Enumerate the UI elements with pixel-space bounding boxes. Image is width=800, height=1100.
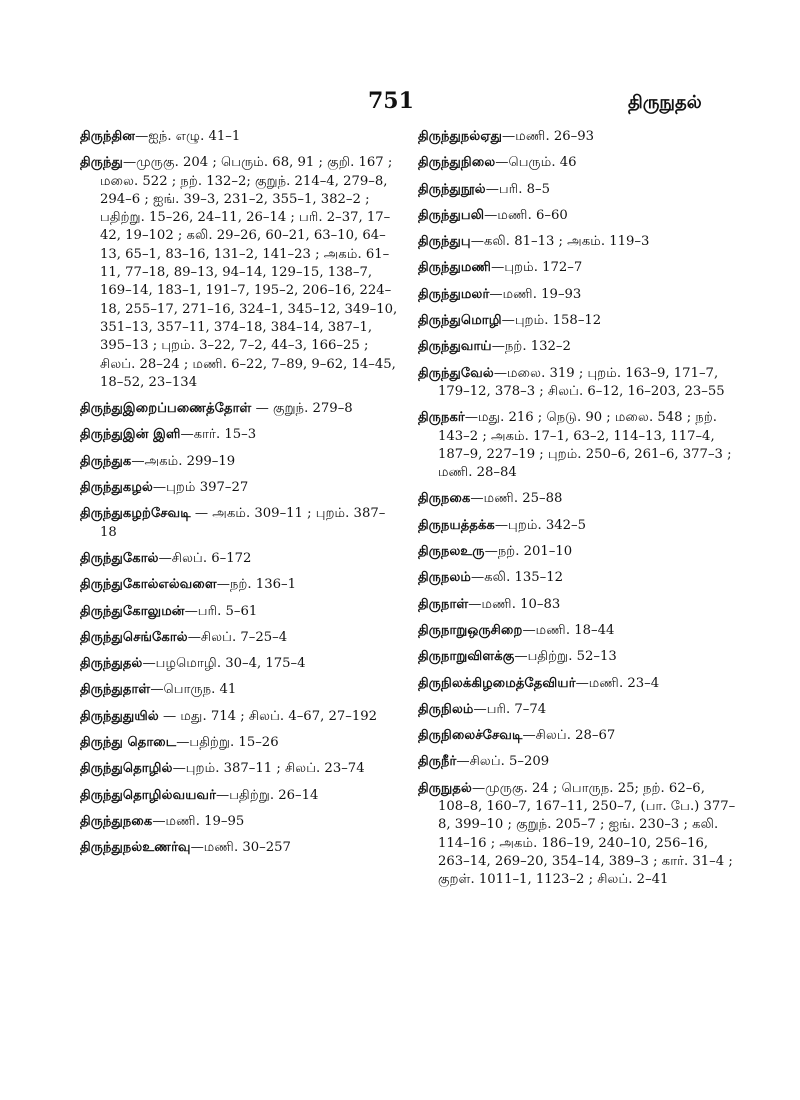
entry-headword: திருநிலைச்சேவடி: [418, 728, 523, 744]
entry-headword: திருநயத்தக்க: [418, 517, 495, 533]
entry-headword: திருந்துகோலுமன்: [80, 603, 185, 619]
entry-references: —புறம் 397–27: [152, 480, 249, 496]
index-entry: [80, 787, 398, 805]
entry-references: —பரி. 8–5: [485, 181, 550, 197]
index-entry: [418, 338, 736, 356]
entry-references: — அகம். 309–11 ; புறம். 387–18: [100, 506, 386, 540]
entry-headword: திருந்துவேல்: [418, 365, 494, 381]
entry-headword: திருநகை: [418, 491, 471, 507]
entry-references: —மது. 216 ; நெடு. 90 ; மலை. 548 ; நற். 143–2 ; அகம். 17–1, 63–2, 114–13, 117–4, 187–9, 227–19 ; புறம். 250–6, 261–6, 377–3 ; மணி. 28–84: [438, 410, 732, 481]
entry-headword: திருந்துதல்: [80, 656, 143, 672]
entry-references: — மது. 714 ; சிலப். 4–67, 27–192: [158, 708, 378, 724]
entry-references: —பெரும். 46: [495, 155, 577, 171]
entry-references: —மணி. 6–60: [484, 207, 568, 223]
entry-headword: திருந்துபு: [418, 234, 471, 250]
entry-headword: திருந்துமொழி: [418, 313, 502, 329]
index-entry: [80, 629, 398, 647]
index-entry: [418, 675, 736, 693]
entry-headword: திருந்துவாய்: [418, 339, 492, 355]
entry-references: —சிலப். 28–67: [522, 728, 616, 744]
index-entry: [418, 312, 736, 330]
entry-references: —மணி. 19–93: [489, 286, 582, 302]
index-entry: [418, 780, 736, 890]
entry-references: —பொருந. 41: [150, 682, 237, 698]
entry-references: —அகம். 299–19: [131, 453, 236, 469]
entry-headword: திருந்துதுயில்: [80, 708, 159, 724]
entry-references: —மணி. 26–93: [502, 129, 594, 144]
entry-headword: திருநாள்: [418, 596, 469, 612]
entry-headword: திருநிலக்கிழமைத்தேவியர்: [418, 675, 576, 691]
index-entry: [418, 596, 736, 614]
index-entry: [418, 181, 736, 199]
index-entry: [80, 681, 398, 699]
entry-references: —கார். 15–3: [180, 427, 257, 443]
entry-headword: திருந்துநூல்: [418, 181, 486, 197]
index-entry: [418, 727, 736, 745]
entry-references: —முருகு. 24 ; பொருந. 25; நற். 62–6, 108–8, 160–7, 167–11, 250–7, (பா. பே.) 377–8, 399–10 ; குறுந். 205–7 ; ஐங். 230–3 ; கலி. 114–16 ; அகம். 186–19, 240–10, 256–16, 263–14, 269–20, 354–14, 389–3 ; கார். 31–4 ; குறள். 1011–1, 1123–2 ; சிலப். 2–41: [438, 780, 736, 888]
entry-references: —நற். 201–10: [484, 544, 573, 560]
index-entry: [80, 813, 398, 831]
index-entry: [80, 603, 398, 621]
entry-headword: திருநாறுஒருசிறை: [418, 622, 523, 638]
entry-references: —கலி. 81–13 ; அகம். 119–3: [470, 234, 650, 250]
index-entry: [418, 409, 736, 482]
entry-references: —சிலப். 7–25–4: [187, 629, 288, 645]
index-entry: [80, 505, 398, 542]
entry-references: —நற். 136–1: [216, 577, 296, 593]
entry-headword: திருந்துநல்உணர்வு: [80, 840, 191, 856]
entry-references: —பதிற்று. 52–13: [514, 649, 617, 665]
entry-references: —மணி. 18–44: [522, 622, 615, 638]
index-entry: [418, 490, 736, 508]
entry-headword: திருந்துகழற்சேவடி: [80, 506, 191, 522]
entry-references: —மணி. 25–88: [470, 491, 563, 507]
entry-headword: திருநகர்: [418, 410, 465, 426]
entry-headword: திருந்துநகை: [80, 813, 153, 829]
entry-references: —மணி. 30–257: [190, 840, 291, 856]
index-entry: [418, 648, 736, 666]
entry-headword: திருநலஉரு: [418, 544, 485, 560]
entry-headword: திருநீர்: [418, 754, 457, 770]
entry-headword: திருந்துஇன் இளி: [80, 427, 181, 443]
entry-headword: திருந்துசெங்கோல்: [80, 629, 188, 645]
entry-references: —பரி. 7–74: [473, 701, 547, 717]
entry-headword: திருநுதல்: [418, 780, 472, 796]
index-entry: [80, 839, 398, 857]
entry-headword: திருந்துதாள்: [80, 682, 151, 698]
index-entry: [418, 622, 736, 640]
entry-headword: திருந்துக: [80, 453, 132, 469]
index-entry: [80, 550, 398, 568]
index-entry: [418, 259, 736, 277]
index-entry: [418, 517, 736, 535]
index-entry: [80, 708, 398, 726]
entry-headword: திருந்துபலி: [418, 207, 485, 223]
index-entry: [418, 233, 736, 251]
entry-references: —புறம். 387–11 ; சிலப். 23–74: [172, 761, 365, 777]
entry-references: —மணி. 19–95: [152, 813, 245, 829]
entry-headword: திருந்துமலர்: [418, 286, 490, 302]
entry-references: —நற். 132–2: [491, 339, 571, 355]
entry-headword: திருந்துகோல்எல்வளை: [80, 577, 217, 593]
entry-headword: திருந்துஇறைப்பணைத்தோள்: [80, 401, 252, 417]
entry-references: —பதிற்று. 26–14: [216, 787, 319, 803]
index-entry: [80, 128, 398, 146]
index-entry: [418, 207, 736, 225]
index-entry: [418, 753, 736, 771]
entry-references: —மலை. 319 ; புறம். 163–9, 171–7, 179–12, 378–3 ; சிலப். 6–12, 16–203, 23–55: [438, 365, 725, 399]
index-entry: [418, 128, 736, 146]
index-entry: [418, 154, 736, 172]
index-entry: [418, 543, 736, 561]
entry-headword: திருநிலம்: [418, 701, 474, 717]
page-number: 751: [368, 88, 414, 114]
index-entry: [418, 365, 736, 402]
entry-headword: திருந்து: [80, 155, 123, 171]
entry-references: —பதிற்று. 15–26: [176, 735, 279, 751]
entry-headword: திருந்துதொழில்வயவர்: [80, 787, 217, 803]
index-entry: [80, 400, 398, 418]
entry-references: —புறம். 172–7: [491, 260, 583, 276]
entry-headword: திருந்துநல்ஏது: [418, 129, 503, 144]
entry-references: —சிலப். 5–209: [456, 754, 550, 770]
index-entry: [80, 655, 398, 673]
entry-references: —முருகு. 204 ; பெரும். 68, 91 ; குறி. 167 ; மலை. 522 ; நற். 132–2; குறுந். 214–4, 279–8, 294–6 ; ஐங். 39–3, 231–2, 355–1, 382–2 ; பதிற்று. 15–26, 24–11, 26–14 ; பரி. 2–37, 17–42, 19–102 ; கலி. 29–26, 60–21, 63–10, 64–13, 65–1, 83–16, 131–2, 141–23 ; அகம். 61–11, 77–18, 89–13, 94–14, 129–15, 138–7, 169–14, 183–1, 191–7, 195–2, 206–16, 224–18, 255–17, 271–16, 324–1, 345–12, 349–10, 351–13, 357–11, 374–18, 384–14, 387–1, 395–13 ; புறம். 3–22, 7–2, 44–3, 166–25 ; சிலப். 28–24 ; மணி. 6–22, 7–89, 9–62, 14–45, 18–52, 23–134: [100, 155, 398, 390]
entry-references: —ஐந். எழு. 41–1: [135, 129, 241, 144]
index-entry: [418, 286, 736, 304]
entry-headword: திருந்துதொழில்: [80, 761, 173, 777]
index-entry: [80, 154, 398, 392]
entry-headword: திருந்தின: [80, 129, 136, 144]
entry-headword: திருநலம்: [418, 570, 472, 586]
index-entry: [418, 569, 736, 587]
entry-references: —கலி. 135–12: [471, 570, 564, 586]
entry-references: —பரி. 5–61: [184, 603, 258, 619]
right-column: [418, 128, 736, 898]
index-entry: [80, 576, 398, 594]
index-entry: [80, 453, 398, 471]
index-entry: [80, 479, 398, 497]
running-head: திருநுதல்: [628, 92, 702, 113]
entry-references: —புறம். 158–12: [501, 313, 602, 329]
entry-headword: திருந்துமணி: [418, 260, 492, 276]
entry-references: —மணி. 23–4: [575, 675, 660, 691]
index-entry: [418, 701, 736, 719]
entry-references: — குறுந். 279–8: [251, 401, 353, 417]
index-entry: [80, 426, 398, 444]
entry-references: —சிலப். 6–172: [158, 550, 252, 566]
entry-references: —பழமொழி. 30–4, 175–4: [142, 656, 306, 672]
entry-headword: திருந்து தொடை: [80, 735, 177, 751]
left-column: [80, 128, 398, 866]
entry-headword: திருநாறுவிளக்கு: [418, 649, 515, 665]
entry-headword: திருந்துகோல்: [80, 550, 159, 566]
entry-headword: திருந்துநிலை: [418, 155, 496, 171]
index-entry: [80, 734, 398, 752]
entry-headword: திருந்துகழல்: [80, 480, 153, 496]
entry-references: —மணி. 10–83: [468, 596, 561, 612]
entry-references: —புறம். 342–5: [494, 517, 586, 533]
index-entry: [80, 760, 398, 778]
